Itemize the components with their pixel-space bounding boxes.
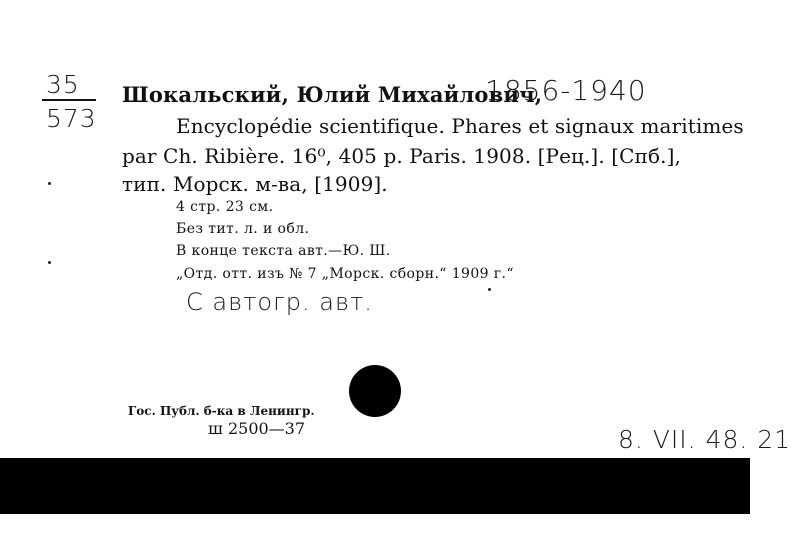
author-heading: Шокальский, Юлий Михайлович, <box>122 82 543 107</box>
punch-hole <box>349 365 401 417</box>
shelfmark-bottom: 573 <box>46 104 97 133</box>
speck <box>488 288 491 291</box>
inventory-number: 8. VII. 48. 21 <box>618 425 791 454</box>
note-autograph: С автогр. авт. <box>186 288 373 316</box>
title-line-2: par Ch. Ribière. 16⁰, 405 p. Paris. 1908. [Рец.]. [Спб.], <box>122 144 681 168</box>
bottom-band <box>0 458 750 514</box>
author-dates: 1856-1940 <box>485 74 647 107</box>
shelfmark-top: 35 <box>46 70 80 99</box>
library-stamp: Гос. Публ. б-ка в Ленингр. <box>128 404 315 418</box>
note-title-page: Без тит. л. и обл. <box>176 221 310 237</box>
shelfmark-divider <box>42 99 96 101</box>
speck <box>48 261 51 264</box>
speck <box>48 182 51 185</box>
note-signed: В конце текста авт.—Ю. Ш. <box>176 243 391 259</box>
title-line-1: Encyclopédie scientifique. Phares et signaux maritimes <box>176 114 744 138</box>
print-run: ш 2500—37 <box>208 419 306 438</box>
title-line-3: тип. Морск. м-ва, [1909]. <box>122 172 388 196</box>
note-offprint: „Отд. отт. изъ № 7 „Морск. сборн.“ 1909 г.“ <box>176 266 514 282</box>
note-pages: 4 стр. 23 см. <box>176 199 274 215</box>
